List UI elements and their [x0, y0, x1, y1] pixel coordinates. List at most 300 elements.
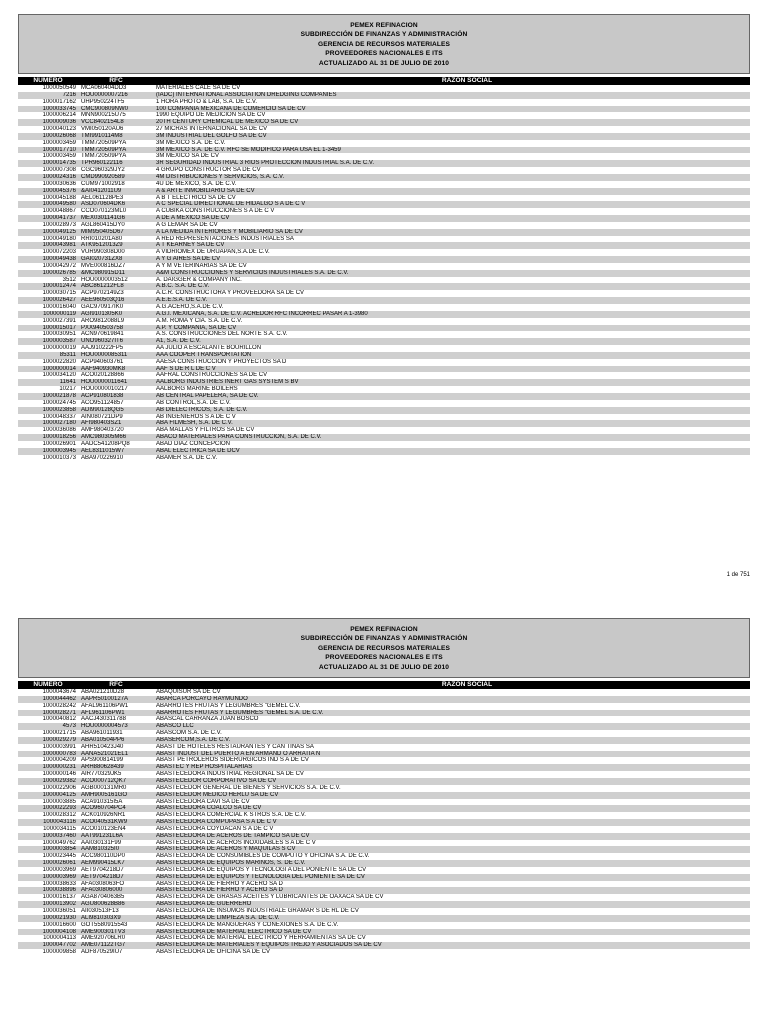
document-page-2: [0, 604, 768, 1024]
header-line-2: SUBDIRECCIÓN DE FINANZAS Y ADMINISTRACIÓN: [300, 31, 468, 39]
table-row: [18, 689, 750, 696]
table-row: [18, 208, 750, 215]
cell-rfc: ADF870529IU7: [81, 949, 123, 956]
cell-rfc: GAC970917IK0: [81, 304, 124, 310]
cell-numero: 1000026901: [42, 440, 76, 447]
cell-numero: 1000036051: [42, 908, 76, 914]
cell-razon-social: A.M. ROMA Y CIA. S.A. DE C.V.: [156, 317, 243, 324]
cell-numero: 1000049125: [42, 228, 76, 235]
cell-rfc: GAI020731ZX8: [81, 256, 123, 263]
cell-razon-social: A.S. CONSTRUCCIONES DEL NORTE S.A. C.V.: [156, 331, 288, 338]
table-body: [18, 689, 750, 956]
cell-numero: 1000009858: [42, 949, 76, 956]
table-row: [18, 915, 750, 922]
cell-rfc: CUM971002918: [81, 180, 125, 187]
cell-razon-social: A & ARTE INMOBILIARIO SA DE CV: [156, 187, 255, 194]
cell-numero: 1000000783: [42, 750, 76, 757]
cell-rfc: &MC980915D11: [81, 269, 125, 276]
cell-rfc: TMI9910114M8: [81, 132, 123, 139]
table-row: [18, 400, 750, 407]
table-row: [18, 894, 750, 901]
cell-numero: 1000016137: [42, 894, 76, 901]
table-row: [18, 744, 750, 751]
cell-numero: 1000028271: [42, 709, 76, 716]
cell-razon-social: ABASTECEDORA COYOACAN S A DE C V: [156, 825, 274, 832]
cell-razon-social: A G LEMAR SA DE CV: [156, 221, 218, 228]
cell-numero: 1000030715: [42, 290, 76, 297]
cell-razon-social: A DE A MEXICO SA DE CV: [156, 215, 230, 222]
cell-razon-social: ABASTECEDORA DE ACEROS INOXIDABLES S A DE C V: [156, 839, 316, 846]
cell-rfc: AMC980305M66: [81, 434, 127, 441]
cell-razon-social: A1, S.A. DE C.V.: [156, 338, 201, 345]
cell-numero: 1000003587: [42, 338, 76, 345]
cell-rfc: AGL860415DY0: [81, 221, 125, 228]
table-row: [18, 764, 750, 771]
cell-numero: 1000022820: [42, 358, 76, 365]
cell-razon-social: A&M CONSTRUCCIONES Y SERVICIOS INDUSTRIALES S.A. DE C.V.: [156, 269, 349, 276]
table-row: [18, 778, 750, 785]
cell-razon-social: AAFRAL CONSTRUCCIONES SA DE CV: [156, 372, 268, 379]
cell-rfc: ACO960704PC4: [81, 805, 126, 812]
table-row: [18, 860, 750, 867]
table-row: [18, 106, 750, 113]
cell-numero: 1000004209: [42, 757, 76, 764]
cell-razon-social: 3M INDUSTRIAL DEL GOLFO SA DE CV: [156, 132, 267, 139]
cell-razon-social: ABARCA PORCAYO RAYMUNDO: [156, 695, 248, 702]
cell-rfc: ABA010504PP6: [81, 736, 125, 743]
cell-rfc: AET9704218D7: [81, 866, 124, 873]
cell-numero: 1000018256: [42, 434, 76, 441]
cell-rfc: AADC541208PQ8: [81, 440, 130, 447]
cell-rfc: ARH880628439: [81, 764, 124, 771]
cell-razon-social: ABASTEC Y REP HOSPITALARIAS: [156, 764, 253, 771]
suppliers-table: [18, 77, 750, 461]
table-row: [18, 853, 750, 860]
cell-rfc: AEM990415LK7: [81, 860, 125, 867]
cell-razon-social: ABASTECEDORA DE CONSUMIBLES DE COMPUTO Y OFICINA S.A. DE C.V.: [156, 853, 370, 860]
table-row: [18, 901, 750, 908]
cell-numero: 1000003945: [42, 447, 76, 454]
table-row: [18, 710, 750, 717]
header-line-4: PROVEEDORES NACIONALES E ITS: [325, 654, 443, 662]
table-row: [18, 263, 750, 270]
cell-razon-social: AALBORG INDUSTRIES INERT GAS SYSTEM S BV: [156, 379, 299, 386]
cell-razon-social: AAESA CONSTRUCCION Y PROYECTOS SA D: [156, 358, 287, 365]
header-line-1: PEMEX REFINACION: [350, 625, 418, 633]
cell-razon-social: 4 GRUPO CONSTRUCTOR SA DE CV: [156, 167, 261, 174]
cell-razon-social: ABACO MATERIALES PARA CONSTRUCCION, S.A. DE C.V.: [156, 434, 322, 441]
cell-rfc: ACP9702149Z3: [81, 290, 124, 297]
cell-rfc: HOU0000004573: [81, 723, 128, 730]
table-row: [18, 929, 750, 936]
cell-rfc: ABA021210D28: [81, 689, 125, 695]
cell-numero: 1000006214: [42, 112, 76, 119]
cell-razon-social: ABASTECEDORA DE MATERIAL ELECTRICO Y HERRAMIENTAS SA DE CV: [156, 935, 366, 942]
cell-numero: 1000003991: [42, 743, 76, 750]
table-row: [18, 270, 750, 277]
cell-numero: 10217: [59, 386, 76, 393]
cell-razon-social: ABASTECEDORA DE INSUMOS INDUSTRIALE GRAMAR S DE RL DE CV: [156, 908, 359, 914]
cell-razon-social: ABASERCOM,S.A. DE C.V.: [156, 736, 231, 743]
cell-numero: 1000048867: [42, 208, 76, 215]
table-row: [18, 785, 750, 792]
cell-razon-social: AB CONTROL,S.A. DE C.V.: [156, 399, 231, 406]
cell-numero: 1000023445: [42, 853, 76, 860]
page-number: 1 de 751: [726, 572, 750, 578]
cell-razon-social: AAA COOPER TRANSPORTATION: [156, 351, 252, 358]
cell-razon-social: A.G.I. MEXICANA, S.A. DE C.V. ACREDOR RFC INCORREC PASAR A 1-3980: [156, 310, 368, 317]
cell-razon-social: A.C.R. CONSTRUCTORA Y PROVEEDORA SA DE CV: [156, 290, 305, 297]
cell-rfc: ACO040531KW9: [81, 819, 128, 826]
cell-numero: 1000043116: [43, 819, 76, 826]
cell-rfc: HOU0000007216: [81, 91, 128, 98]
cell-razon-social: 1990 EQUIPO DE MEDICION SA DE CV: [156, 112, 266, 119]
table-row: [18, 215, 750, 222]
table-row: [18, 703, 750, 710]
cell-rfc: AIN080721DP9: [81, 413, 123, 420]
cell-rfc: AANA521021EL1: [81, 750, 129, 757]
cell-rfc: AFAL961106PW1: [81, 702, 129, 709]
cell-numero: 1000041737: [42, 215, 76, 222]
cell-numero: 1000021878: [42, 392, 76, 399]
cell-numero: 1000026068: [42, 132, 76, 139]
cell-rfc: HOU0000010217: [81, 386, 128, 393]
cell-numero: 1000004125: [42, 791, 76, 798]
table-row: [18, 716, 750, 723]
cell-razon-social: ABASTECEDORA DE EQUIPOS Y TECNOLOGIA DEL PONIENTE SA DE CV: [156, 873, 365, 880]
cell-razon-social: AB DIELECTRICOS, S.A. DE C.V.: [156, 406, 248, 413]
cell-numero: 1000030951: [42, 331, 76, 338]
table-row: [18, 757, 750, 764]
cell-rfc: AME071122TG7: [81, 942, 126, 949]
cell-razon-social: ABASTECEDORA DE OFICINA SA DE CV: [156, 949, 271, 956]
column-header-razon-social: RAZON SOCIAL: [441, 681, 493, 688]
table-row: [18, 249, 750, 256]
cell-numero: 1000036086: [42, 427, 76, 434]
cell-rfc: MVE000816DZ7: [81, 262, 126, 269]
cell-numero: 1000045188: [42, 194, 76, 201]
table-row: [18, 799, 750, 806]
cell-rfc: VMI050120AU6: [81, 126, 124, 133]
cell-razon-social: ABASCAL CARRANZA JUAN BOSCO: [156, 716, 259, 723]
table-row: [18, 140, 750, 147]
cell-numero: 1000013902: [42, 901, 76, 908]
cell-rfc: AGB000131MR0: [81, 784, 127, 791]
cell-numero: 1000022293: [42, 805, 76, 812]
cell-razon-social: AA JULIO A ESCALANTE BOURILLON: [156, 345, 262, 352]
cell-numero: 11641: [59, 379, 76, 386]
cell-rfc: AGA8704063B5: [81, 894, 125, 901]
cell-numero: 1000021715: [42, 730, 76, 737]
cell-numero: 1000028242: [42, 702, 76, 709]
cell-rfc: AACJ430311788: [81, 716, 126, 723]
cell-numero: 7216: [62, 91, 76, 98]
cell-rfc: ATK9512013Z9: [81, 242, 123, 249]
table-row: [18, 833, 750, 840]
cell-numero: 1000003459: [42, 153, 76, 160]
cell-razon-social: ABAQUISUR SA DE CV: [156, 689, 221, 695]
cell-razon-social: A VIDRIOMEX DE URUAPAN,S.A.DE C.V.: [156, 249, 270, 256]
cell-rfc: CCO070123ML0: [81, 208, 127, 215]
cell-numero: 1000010373: [42, 454, 76, 461]
table-row: [18, 826, 750, 833]
table-row: [18, 195, 750, 202]
cell-rfc: AFA030806000: [81, 887, 123, 894]
table-row: [18, 949, 750, 956]
cell-rfc: ACP940603761: [81, 358, 124, 365]
table-row: [18, 85, 750, 92]
cell-razon-social: ABAMER S.A. DE C.V.: [156, 454, 218, 461]
table-row: [18, 92, 750, 99]
cell-razon-social: A.B.C. S.A. DE C.V.: [156, 283, 210, 290]
cell-numero: 1000034115: [43, 825, 76, 832]
cell-numero: 1000045376: [42, 187, 76, 194]
cell-razon-social: AB CENTRAL PAPELERA, SA DE CV.: [156, 392, 259, 399]
table-row: [18, 359, 750, 366]
table-row: [18, 379, 750, 386]
header-line-2: SUBDIRECCIÓN DE FINANZAS Y ADMINISTRACIÓN: [300, 635, 468, 643]
cell-rfc: ABC861212FL8: [81, 283, 124, 290]
table-row: [18, 311, 750, 318]
cell-numero: 1000003854: [42, 846, 76, 853]
cell-numero: 1000026427: [42, 297, 76, 304]
cell-razon-social: 3R SEGURIDAD INDUSTRIAL 3 RIOS PROTECCION INDUSTRIAL S.A. DE C.V.: [156, 160, 375, 167]
cell-numero: 1000050549: [42, 85, 76, 91]
cell-numero: 1000009036: [42, 119, 76, 126]
cell-razon-social: ABASTECEDOR MEDICO HERLU SA DE CV: [156, 791, 279, 798]
cell-numero: 1000040123: [42, 126, 76, 133]
table-row: [18, 887, 750, 894]
table-row: [18, 167, 750, 174]
cell-numero: 1000030636: [42, 180, 76, 187]
cell-numero: 1000000231: [42, 764, 76, 771]
table-row: [18, 366, 750, 373]
cell-rfc: AME920706LR0: [81, 935, 126, 942]
cell-razon-social: 20TH CENTURY CHEMICAL DE MEXICO SA DE CV: [156, 119, 299, 126]
header-line-3: GERENCIA DE RECURSOS MATERIALES: [317, 40, 451, 48]
cell-numero: 1000038633: [42, 880, 76, 887]
cell-rfc: ACO010123EN4: [81, 825, 126, 832]
cell-rfc: UNO960327IT6: [81, 338, 124, 345]
cell-razon-social: ABASTECEDOR CORPORATIVO SA DE CV: [156, 777, 277, 784]
cell-numero: 1000000119: [43, 310, 76, 317]
table-row: [18, 112, 750, 119]
cell-razon-social: ABASTECEDORA DE GRASAS ACEITES Y LUBRICANTES DE OAXACA SA DE CV: [156, 894, 384, 901]
cell-rfc: ABA961011931: [81, 730, 123, 737]
cell-rfc: ACC980110DP0: [81, 853, 125, 860]
cell-numero: 1000034120: [42, 372, 76, 379]
table-row: [18, 867, 750, 874]
cell-rfc: AII030513F13: [81, 908, 119, 914]
table-row: [18, 160, 750, 167]
page-header: [18, 618, 750, 678]
cell-rfc: MCA060404DD3: [81, 85, 127, 91]
table-row: [18, 242, 750, 249]
cell-rfc: AFI980403SZ1: [81, 420, 122, 427]
cell-numero: 1000024316: [42, 173, 76, 180]
table-row: [18, 696, 750, 703]
table-row: [18, 277, 750, 284]
cell-rfc: AGI9101305K0: [81, 310, 123, 317]
table-row: [18, 448, 750, 455]
table-row: [18, 455, 750, 462]
cell-rfc: ACO951124857: [81, 399, 124, 406]
cell-razon-social: 3M MEXICO S.A. DE C.V. RFC SE MODIFICO PARA USA EL 1-3459: [156, 146, 341, 153]
cell-numero: 1000003969: [42, 866, 76, 873]
table-row: [18, 420, 750, 427]
table-row: [18, 386, 750, 393]
cell-rfc: AIR770329JK5: [81, 771, 122, 778]
header-line-3: GERENCIA DE RECURSOS MATERIALES: [317, 644, 451, 652]
cell-razon-social: ABARROTES FRUTAS Y LEGUMBRES "GEMEL C.V.: [156, 702, 301, 709]
cell-rfc: ACO000712QK7: [81, 777, 127, 784]
cell-numero: 1000049580: [42, 201, 76, 208]
column-header-numero: NUMERO: [33, 77, 63, 84]
cell-numero: 1000043674: [42, 689, 76, 695]
cell-razon-social: A Y M VETERINARIAS SA DE CV: [156, 262, 247, 269]
cell-numero: 1000022906: [42, 784, 76, 791]
cell-razon-social: ABASTECEDORA DE MANGUERAS Y CONEXIONES S.A. DE C.V.: [156, 921, 339, 928]
cell-numero: 1000038896: [42, 887, 76, 894]
cell-rfc: AEE960503Q16: [81, 297, 125, 304]
table-row: [18, 846, 750, 853]
cell-razon-social: ABASTECEDORA CAVI SA DE CV: [156, 798, 250, 805]
cell-rfc: APS900814199: [81, 757, 124, 764]
cell-razon-social: ABASTECEDORA DE FIERRO Y ACERO SA D: [156, 880, 283, 887]
cell-rfc: AET9704218D7: [81, 873, 124, 880]
cell-numero: 1000003969: [42, 873, 76, 880]
cell-numero: 1000026061: [42, 860, 76, 867]
cell-razon-social: ABASTECEDORA DE FIERRO Y ACERO SA D: [156, 887, 283, 894]
table-header-row: [18, 681, 750, 689]
cell-razon-social: A Y G AIRES SA DE CV: [156, 256, 221, 263]
cell-numero: 1000029279: [42, 736, 76, 743]
cell-rfc: ACK010926NR1: [81, 812, 126, 819]
cell-numero: 1000043981: [42, 242, 76, 249]
table-row: [18, 222, 750, 229]
cell-razon-social: (IADC) INTERNATIONAL ASSOCIATION DREDGING COMPANIES: [156, 91, 337, 98]
cell-razon-social: 4M DISTRIBUCIONES Y SERVICIOS, S.A. C.V.: [156, 173, 285, 180]
cell-numero: 1000000019: [42, 345, 76, 352]
cell-rfc: AAPR50100127A: [81, 695, 129, 702]
cell-numero: 4573: [62, 723, 76, 730]
cell-razon-social: ABASTECEDORA DE EQUIPOS Y TECNOLOGI A DEL PONIENTE SA DE CV: [156, 866, 367, 873]
table-row: [18, 99, 750, 106]
cell-numero: 1000044462: [42, 695, 76, 702]
cell-numero: 1000028312: [42, 812, 76, 819]
cell-numero: 1000047702: [42, 942, 76, 949]
cell-razon-social: 27 MICRAS INTERNACIONAL SA DE CV: [156, 126, 268, 133]
page-header: [18, 14, 750, 74]
cell-rfc: CMC900809NW0: [81, 105, 129, 112]
cell-numero: 1000048337: [42, 413, 76, 420]
cell-numero: 1000027391: [42, 317, 76, 324]
cell-numero: 1000040812: [42, 716, 76, 723]
cell-numero: 1000049438: [42, 256, 76, 263]
table-row: [18, 153, 750, 160]
table-row: [18, 414, 750, 421]
header-line-1: PEMEX REFINACION: [350, 21, 418, 29]
cell-numero: 1000042972: [42, 262, 76, 269]
cell-rfc: AAM810325I0: [81, 846, 120, 853]
table-row: [18, 874, 750, 881]
table-row: [18, 771, 750, 778]
cell-numero: 1000003459: [42, 139, 76, 146]
cell-razon-social: ABASTECEDORA DE MATERIAL ELECTRICO SA DE CV: [156, 928, 312, 935]
cell-rfc: AFA0308063FO: [81, 880, 125, 887]
cell-razon-social: A.P. Y COMPANIA, SA DE CV: [156, 324, 237, 331]
table-header-row: [18, 77, 750, 85]
cell-numero: 1000049762: [42, 839, 76, 846]
cell-numero: 1000004108: [42, 928, 76, 935]
cell-razon-social: AALBORG MARINE BOILERS: [156, 386, 238, 393]
cell-rfc: RRI010201A80: [81, 235, 123, 242]
cell-rfc: AGU800628B86: [81, 901, 125, 908]
cell-numero: 1000003885: [42, 798, 76, 805]
cell-rfc: AAF940930MK8: [81, 365, 126, 372]
table-row: [18, 147, 750, 154]
cell-rfc: AME900301TV3: [81, 928, 126, 935]
table-row: [18, 922, 750, 929]
table-row: [18, 126, 750, 133]
table-row: [18, 338, 750, 345]
table-row: [18, 812, 750, 819]
cell-razon-social: A RED REPRESENTACIONES INDUSTRIALES SA: [156, 235, 294, 242]
cell-numero: 1000028973: [42, 221, 76, 228]
cell-razon-social: ABARROTES FRUTAS Y LEGUMBRES "GEMEL S.A. DE C.V.: [156, 709, 324, 716]
cell-rfc: TMM720509PYA: [81, 139, 127, 146]
table-row: [18, 792, 750, 799]
header-line-5: ACTUALIZADO AL 31 DE JULIO DE 2010: [318, 59, 450, 67]
cell-razon-social: ABASTECEDOR GENERAL DE BIENES Y SERVICIOS S.A. DE C.V.: [156, 784, 341, 791]
cell-numero: 1000014735: [42, 160, 76, 167]
cell-rfc: MEX0301141G6: [81, 215, 125, 222]
cell-rfc: AMH9005161GO: [81, 791, 128, 798]
cell-razon-social: ABASTECEDORA DE ACEROS DE TAMPICO SA DE CV: [156, 832, 310, 839]
table-body: [18, 85, 750, 461]
table-row: [18, 737, 750, 744]
cell-rfc: VUR990308D00: [81, 249, 125, 256]
cell-numero: 1000000014: [42, 365, 76, 372]
cell-rfc: AAI030131F99: [81, 839, 122, 846]
cell-razon-social: ABASCO LLC: [156, 723, 194, 730]
cell-rfc: ARO9812088L9: [81, 317, 125, 324]
table-row: [18, 188, 750, 195]
cell-numero: 85311: [59, 351, 76, 358]
table-row: [18, 942, 750, 949]
cell-rfc: MIM950405D67: [81, 228, 124, 235]
cell-rfc: ALI9810303X9: [81, 914, 121, 921]
cell-rfc: AFL961106PW1: [81, 709, 125, 716]
cell-razon-social: ABASTECEDORA DE LIMPIEZA S.A. DE C.V.: [156, 914, 280, 921]
cell-numero: 1000027180: [42, 420, 76, 427]
cell-rfc: MNN900215U75: [81, 112, 126, 119]
table-row: [18, 730, 750, 737]
cell-rfc: UHP950224TF5: [81, 98, 125, 105]
cell-rfc: ACA910315I5A: [81, 798, 123, 805]
cell-razon-social: ABASTECEDORA COMERCIAL K STROS S.A. DE C.V.: [156, 812, 306, 819]
cell-rfc: HOU0000011641: [81, 379, 128, 386]
cell-razon-social: A T KEARNEY SA DE CV: [156, 242, 225, 249]
cell-numero: 3512: [62, 276, 76, 283]
table-row: [18, 201, 750, 208]
cell-rfc: ASD070604DK6: [81, 201, 126, 208]
table-row: [18, 723, 750, 730]
cell-razon-social: A. DAIGGER & COMPANY INC.: [156, 276, 242, 283]
table-row: [18, 229, 750, 236]
cell-numero: 1000026785: [42, 269, 76, 276]
cell-rfc: ACP910801838: [81, 392, 124, 399]
